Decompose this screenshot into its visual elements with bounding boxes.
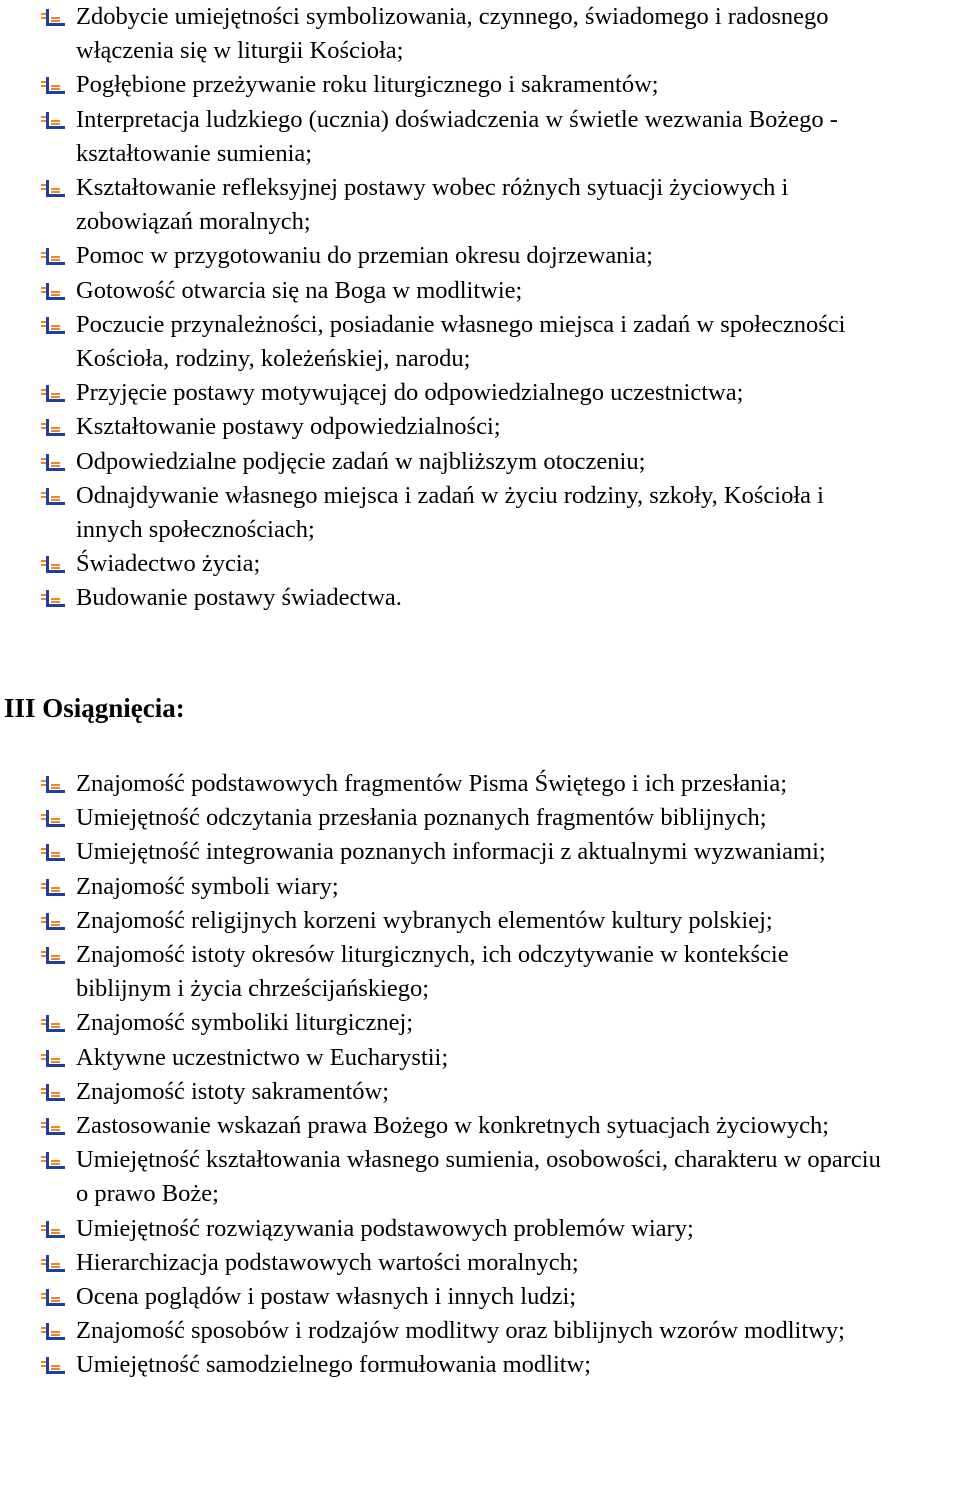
list-item bbox=[76, 410, 884, 444]
goals-list bbox=[0, 0, 884, 616]
bullet-arrow-icon bbox=[39, 384, 65, 404]
bullet-arrow-icon bbox=[39, 555, 65, 575]
achievements-list bbox=[0, 767, 884, 1383]
list-item bbox=[76, 308, 884, 376]
list-item bbox=[76, 581, 884, 615]
bullet-arrow-icon bbox=[39, 1322, 65, 1342]
bullet-arrow-icon bbox=[39, 282, 65, 302]
bullet-arrow-icon bbox=[39, 1117, 65, 1137]
list-item bbox=[76, 835, 884, 869]
bullet-arrow-icon bbox=[39, 878, 65, 898]
list-item-text: Hierarchizacja podstawowych wartości moralnych; bbox=[76, 1248, 579, 1276]
bullet-arrow-icon bbox=[39, 453, 65, 473]
list-item bbox=[76, 274, 884, 308]
bullet-arrow-icon bbox=[39, 247, 65, 267]
bullet-arrow-icon bbox=[39, 487, 65, 507]
list-item bbox=[76, 1246, 884, 1280]
list-item bbox=[76, 938, 884, 1006]
bullet-arrow-icon bbox=[39, 76, 65, 96]
list-item bbox=[76, 1041, 884, 1075]
bullet-arrow-icon bbox=[39, 1049, 65, 1069]
list-item-text: Kształtowanie refleksyjnej postawy wobec różnych sytuacji życiowych i zobowiązań moralnych; bbox=[76, 174, 789, 236]
list-item bbox=[76, 1075, 884, 1109]
bullet-arrow-icon bbox=[39, 1220, 65, 1240]
list-item bbox=[76, 445, 884, 479]
list-item-text: Znajomość sposobów i rodzajów modlitwy oraz biblijnych wzorów modlitwy; bbox=[76, 1317, 845, 1345]
bullet-arrow-icon bbox=[39, 1151, 65, 1171]
list-item-text: Poczucie przynależności, posiadanie własnego miejsca i zadań w społeczności Kościoła, rodziny, koleżeńskiej, narodu; bbox=[76, 310, 846, 373]
bullet-arrow-icon bbox=[39, 843, 65, 863]
list-item bbox=[76, 103, 884, 171]
list-item bbox=[76, 0, 884, 68]
bullet-arrow-icon bbox=[39, 1014, 65, 1034]
bullet-arrow-icon bbox=[39, 589, 65, 609]
list-item-text: Kształtowanie postawy odpowiedzialności; bbox=[76, 413, 501, 441]
list-item bbox=[76, 1143, 884, 1211]
list-item bbox=[76, 801, 884, 835]
list-item bbox=[76, 1280, 884, 1314]
list-item bbox=[76, 767, 884, 801]
bullet-arrow-icon bbox=[39, 775, 65, 795]
list-item-text: Przyjęcie postawy motywującej do odpowiedzialnego uczestnictwa; bbox=[76, 379, 744, 407]
bullet-arrow-icon bbox=[39, 1083, 65, 1103]
bullet-arrow-icon bbox=[39, 179, 65, 199]
list-item bbox=[76, 1109, 884, 1143]
list-item-text: Umiejętność odczytania przesłania poznanych fragmentów biblijnych; bbox=[76, 804, 767, 832]
list-item-text: Znajomość symboliki liturgicznej; bbox=[76, 1009, 414, 1037]
list-item bbox=[76, 870, 884, 904]
list-item-text: Odpowiedzialne podjęcie zadań w najbliższym otoczeniu; bbox=[76, 447, 646, 475]
bullet-arrow-icon bbox=[39, 316, 65, 336]
list-item-text: Aktywne uczestnictwo w Eucharystii; bbox=[76, 1043, 449, 1071]
list-item-text: Budowanie postawy świadectwa. bbox=[76, 584, 402, 612]
list-item-text: Znajomość podstawowych fragmentów Pisma Świętego i ich przesłania; bbox=[76, 770, 788, 797]
list-item-text: Interpretacja ludzkiego (ucznia) doświadczenia w świetle wezwania Bożego - kształtowanie sumienia; bbox=[76, 105, 838, 167]
bullet-arrow-icon bbox=[39, 809, 65, 829]
list-item-text: Umiejętność rozwiązywania podstawowych problemów wiary; bbox=[76, 1214, 694, 1242]
bullet-arrow-icon bbox=[39, 1288, 65, 1308]
bullet-arrow-icon bbox=[39, 111, 65, 131]
list-item-text: Świadectwo życia; bbox=[76, 550, 261, 578]
list-item-text: Gotowość otwarcia się na Boga w modlitwie; bbox=[76, 276, 523, 304]
list-item-text: Umiejętność integrowania poznanych informacji z aktualnymi wyzwaniami; bbox=[76, 838, 826, 866]
list-item-text: Ocena poglądów i postaw własnych i innych ludzi; bbox=[76, 1283, 577, 1311]
list-item-text: Umiejętność kształtowania własnego sumienia, osobowości, charakteru w oparciu o prawo Boże; bbox=[76, 1146, 881, 1208]
list-item-text: Znajomość religijnych korzeni wybranych elementów kultury polskiej; bbox=[76, 906, 773, 934]
list-item-text: Znajomość istoty okresów liturgicznych, ich odczytywanie w kontekście biblijnym i życia chrześcijańskiego; bbox=[76, 941, 789, 1003]
list-item bbox=[76, 68, 884, 102]
list-item bbox=[76, 376, 884, 410]
list-item bbox=[76, 1314, 884, 1348]
bullet-arrow-icon bbox=[39, 8, 65, 28]
bullet-arrow-icon bbox=[39, 1254, 65, 1274]
list-item-text: Pogłębione przeżywanie roku liturgicznego i sakramentów; bbox=[76, 71, 659, 99]
list-item bbox=[76, 1006, 884, 1040]
bullet-arrow-icon bbox=[39, 418, 65, 438]
list-item bbox=[76, 479, 884, 547]
bullet-arrow-icon bbox=[39, 912, 65, 932]
list-item-text: Znajomość symboli wiary; bbox=[76, 872, 339, 900]
list-item bbox=[76, 547, 884, 581]
list-item bbox=[76, 239, 884, 273]
list-item-text: Umiejętność samodzielnego formułowania modlitw; bbox=[76, 1351, 592, 1379]
list-item bbox=[76, 904, 884, 938]
list-item-text: Zastosowanie wskazań prawa Bożego w konkretnych sytuacjach życiowych; bbox=[76, 1112, 830, 1140]
bullet-arrow-icon bbox=[39, 946, 65, 966]
list-item-text: Zdobycie umiejętności symbolizowania, czynnego, świadomego i radosnego włączenia się w liturgii Kościoła; bbox=[76, 3, 829, 65]
section-heading-achievements: III Osiągnięcia: bbox=[4, 693, 185, 723]
list-item-text: Odnajdywanie własnego miejsca i zadań w życiu rodziny, szkoły, Kościoła i innych społecznościach; bbox=[76, 481, 824, 544]
list-item-text: Pomoc w przygotowaniu do przemian okresu dojrzewania; bbox=[76, 242, 653, 270]
list-item bbox=[76, 1348, 884, 1382]
list-item-text: Znajomość istoty sakramentów; bbox=[76, 1077, 389, 1105]
bullet-arrow-icon bbox=[39, 1356, 65, 1376]
list-item bbox=[76, 1212, 884, 1246]
list-item bbox=[76, 171, 884, 239]
